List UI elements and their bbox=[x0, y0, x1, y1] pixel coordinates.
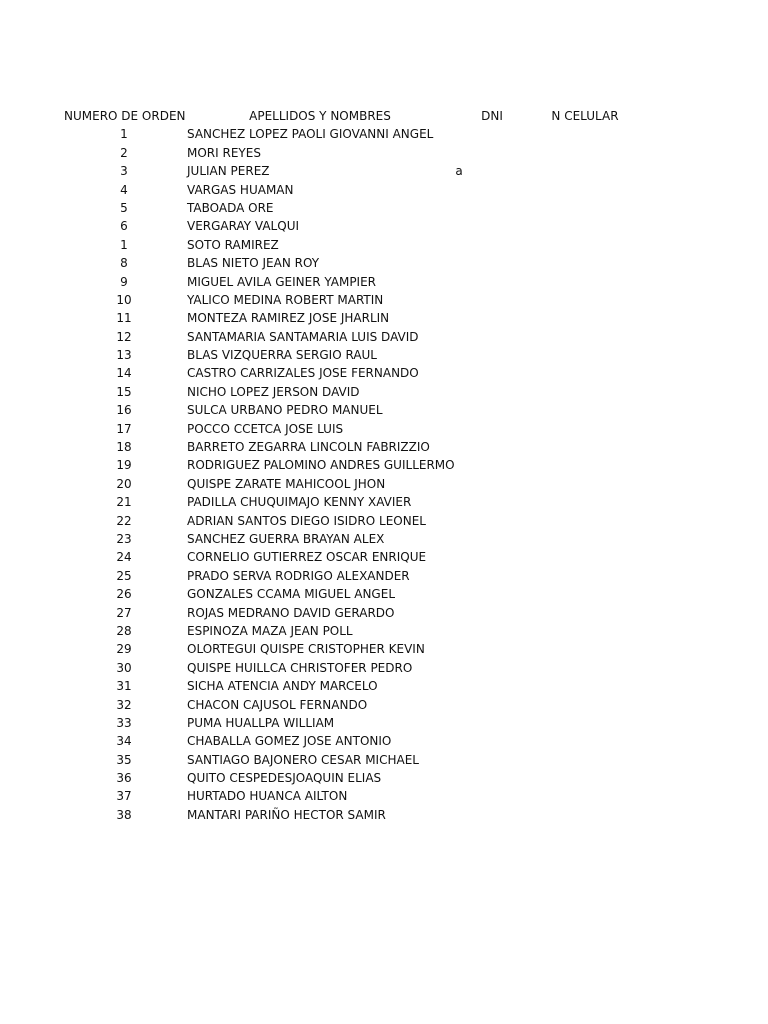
row-full-name: TABOADA ORE bbox=[187, 200, 274, 215]
row-full-name: RODRIGUEZ PALOMINO ANDRES GUILLERMO bbox=[187, 458, 455, 473]
table-row bbox=[0, 438, 768, 456]
row-full-name: MORI REYES bbox=[187, 145, 261, 160]
row-full-name: SANCHEZ LOPEZ PAOLI GIOVANNI ANGEL bbox=[187, 127, 434, 142]
table-body bbox=[0, 125, 768, 824]
row-number: 30 bbox=[116, 660, 132, 675]
table-row bbox=[0, 236, 768, 254]
row-number: 9 bbox=[120, 274, 128, 289]
table-row bbox=[0, 659, 768, 677]
row-full-name: QUISPE ZARATE MAHICOOL JHON bbox=[187, 476, 386, 491]
row-full-name: CHABALLA GOMEZ JOSE ANTONIO bbox=[187, 734, 392, 749]
row-full-name: OLORTEGUI QUISPE CRISTOPHER KEVIN bbox=[187, 642, 425, 657]
row-full-name: MANTARI PARIÑO HECTOR SAMIR bbox=[187, 807, 386, 822]
row-full-name: NICHO LOPEZ JERSON DAVID bbox=[187, 384, 360, 399]
row-full-name: SANCHEZ GUERRA BRAYAN ALEX bbox=[187, 531, 385, 546]
row-number: 22 bbox=[116, 513, 132, 528]
table-row bbox=[0, 181, 768, 199]
table-row bbox=[0, 622, 768, 640]
table-row bbox=[0, 475, 768, 493]
row-number: 5 bbox=[120, 200, 128, 215]
row-number: 19 bbox=[116, 458, 132, 473]
row-number: 32 bbox=[116, 697, 132, 712]
table-row bbox=[0, 604, 768, 622]
table-row bbox=[0, 199, 768, 217]
table-row bbox=[0, 530, 768, 548]
table-row bbox=[0, 769, 768, 787]
header-row bbox=[0, 107, 768, 125]
row-number: 14 bbox=[116, 366, 132, 381]
row-full-name: MONTEZA RAMIREZ JOSE JHARLIN bbox=[187, 311, 390, 326]
row-number: 16 bbox=[116, 403, 132, 418]
row-dni: a bbox=[455, 164, 463, 179]
row-number: 20 bbox=[116, 476, 132, 491]
row-number: 34 bbox=[116, 734, 132, 749]
table-row bbox=[0, 567, 768, 585]
row-number: 15 bbox=[116, 384, 132, 399]
row-number: 1 bbox=[120, 237, 128, 252]
table-row bbox=[0, 548, 768, 566]
row-number: 35 bbox=[116, 752, 132, 767]
table-row bbox=[0, 714, 768, 732]
row-number: 37 bbox=[116, 789, 132, 804]
row-number: 31 bbox=[116, 679, 132, 694]
student-list-sheet bbox=[0, 107, 768, 824]
row-full-name: QUISPE HUILLCA CHRISTOFER PEDRO bbox=[187, 660, 413, 675]
row-full-name: SOTO RAMIREZ bbox=[187, 237, 279, 252]
row-number: 11 bbox=[116, 311, 132, 326]
row-number: 2 bbox=[120, 145, 128, 160]
row-number: 17 bbox=[116, 421, 132, 436]
row-number: 33 bbox=[116, 715, 132, 730]
row-full-name: JULIAN PEREZ bbox=[187, 164, 270, 179]
row-number: 10 bbox=[116, 292, 132, 307]
table-row bbox=[0, 291, 768, 309]
row-full-name: VERGARAY VALQUI bbox=[187, 219, 300, 234]
row-full-name: ADRIAN SANTOS DIEGO ISIDRO LEONEL bbox=[187, 513, 426, 528]
table-row bbox=[0, 162, 768, 180]
row-number: 28 bbox=[116, 623, 132, 638]
row-number: 23 bbox=[116, 531, 132, 546]
row-number: 36 bbox=[116, 771, 132, 786]
row-full-name: SICHA ATENCIA ANDY MARCELO bbox=[187, 679, 378, 694]
table-row bbox=[0, 456, 768, 474]
table-row bbox=[0, 493, 768, 511]
row-number: 8 bbox=[120, 256, 128, 271]
row-number: 24 bbox=[116, 550, 132, 565]
row-full-name: CASTRO CARRIZALES JOSE FERNANDO bbox=[187, 366, 419, 381]
table-row bbox=[0, 751, 768, 769]
row-number: 29 bbox=[116, 642, 132, 657]
row-number: 1 bbox=[120, 127, 128, 142]
row-number: 25 bbox=[116, 568, 132, 583]
row-number: 21 bbox=[116, 495, 132, 510]
row-full-name: BARRETO ZEGARRA LINCOLN FABRIZZIO bbox=[187, 440, 430, 455]
row-full-name: QUITO CESPEDESJOAQUIN ELIAS bbox=[187, 771, 382, 786]
row-full-name: CORNELIO GUTIERREZ OSCAR ENRIQUE bbox=[187, 550, 427, 565]
header-numero-de-orden: NUMERO DE ORDEN bbox=[64, 109, 186, 123]
row-full-name: MIGUEL AVILA GEINER YAMPIER bbox=[187, 274, 377, 289]
row-full-name: SULCA URBANO PEDRO MANUEL bbox=[187, 403, 383, 418]
row-number: 38 bbox=[116, 807, 132, 822]
table-row bbox=[0, 125, 768, 143]
row-number: 3 bbox=[120, 164, 128, 179]
row-full-name: SANTIAGO BAJONERO CESAR MICHAEL bbox=[187, 752, 419, 767]
header-apellidos-y-nombres: APELLIDOS Y NOMBRES bbox=[249, 109, 391, 123]
row-number: 6 bbox=[120, 219, 128, 234]
table-row bbox=[0, 806, 768, 824]
table-row bbox=[0, 420, 768, 438]
table-row bbox=[0, 217, 768, 235]
table-row bbox=[0, 383, 768, 401]
row-full-name: CHACON CAJUSOL FERNANDO bbox=[187, 697, 368, 712]
row-full-name: GONZALES CCAMA MIGUEL ANGEL bbox=[187, 587, 396, 602]
row-full-name: VARGAS HUAMAN bbox=[187, 182, 294, 197]
row-full-name: POCCO CCETCA JOSE LUIS bbox=[187, 421, 344, 436]
row-number: 4 bbox=[120, 182, 128, 197]
row-full-name: BLAS NIETO JEAN ROY bbox=[187, 256, 320, 271]
row-full-name: PRADO SERVA RODRIGO ALEXANDER bbox=[187, 568, 410, 583]
row-number: 18 bbox=[116, 440, 132, 455]
row-full-name: HURTADO HUANCA AILTON bbox=[187, 789, 348, 804]
table-row bbox=[0, 512, 768, 530]
table-row bbox=[0, 696, 768, 714]
row-number: 13 bbox=[116, 348, 132, 363]
table-row bbox=[0, 585, 768, 603]
row-full-name: SANTAMARIA SANTAMARIA LUIS DAVID bbox=[187, 329, 419, 344]
table-row bbox=[0, 309, 768, 327]
table-row bbox=[0, 640, 768, 658]
row-number: 26 bbox=[116, 587, 132, 602]
table-row bbox=[0, 401, 768, 419]
row-full-name: YALICO MEDINA ROBERT MARTIN bbox=[187, 292, 384, 307]
row-full-name: PUMA HUALLPA WILLIAM bbox=[187, 715, 335, 730]
row-number: 12 bbox=[116, 329, 132, 344]
header-n-celular: N CELULAR bbox=[551, 109, 619, 123]
row-full-name: ESPINOZA MAZA JEAN POLL bbox=[187, 623, 353, 638]
table-row bbox=[0, 677, 768, 695]
table-row bbox=[0, 144, 768, 162]
row-full-name: PADILLA CHUQUIMAJO KENNY XAVIER bbox=[187, 495, 412, 510]
row-full-name: ROJAS MEDRANO DAVID GERARDO bbox=[187, 605, 395, 620]
table-row bbox=[0, 346, 768, 364]
row-number: 27 bbox=[116, 605, 132, 620]
table-row bbox=[0, 273, 768, 291]
table-row bbox=[0, 787, 768, 805]
table-row bbox=[0, 254, 768, 272]
header-dni: DNI bbox=[481, 109, 503, 123]
table-row bbox=[0, 328, 768, 346]
row-full-name: BLAS VIZQUERRA SERGIO RAUL bbox=[187, 348, 377, 363]
table-row bbox=[0, 732, 768, 750]
table-row bbox=[0, 364, 768, 382]
